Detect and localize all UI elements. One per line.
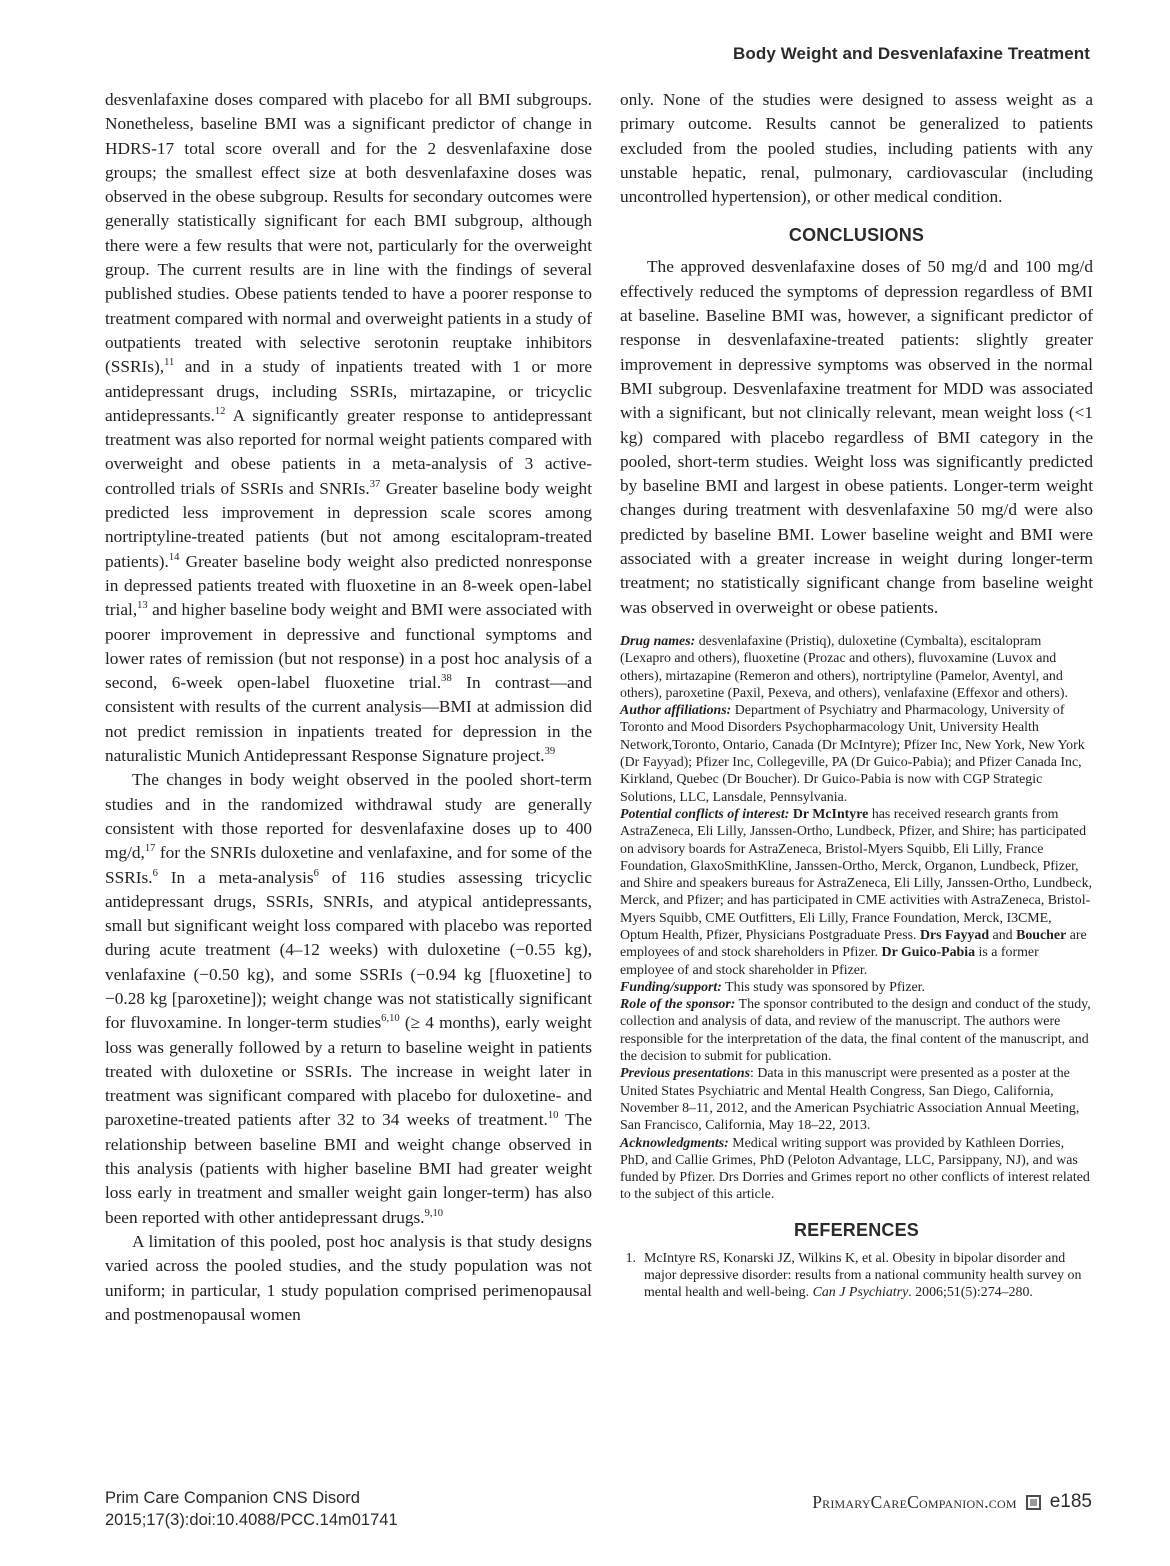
footer-right — [812, 1491, 1092, 1513]
note-role-of-sponsor: Role of the sponsor: The sponsor contributed to the design and conduct of the study, collection and analysis of data, and review of the manuscript. The authors were responsible for the interpretation of the data, the final content of the manuscript, and the decision to submit for publication. — [620, 997, 1091, 1065]
reference-list — [620, 1250, 1093, 1302]
note-previous-presentations: Previous presentations: Data in this manuscript were presented as a poster at the United States Psychiatric and Mental Health Congress, San Diego, California, November 8–11, 2012, and the American Psychiatric Association Annual Meeting, San Francisco, California, May 18–22, 2013. — [620, 1066, 1080, 1134]
body-paragraph: The changes in body weight observed in the pooled short-term studies and in the randomized withdrawal study are generally consistent with those reported for desvenlafaxine doses up to 400 mg/d,$^{17}$ for the SNRIs duloxetine and venlafaxine, and for some of the SSRIs.$^6$ In a meta-analysis$^6$ of 116 studies assessing tricyclic antidepressant drugs, SSRIs, SNRIs, and atypical antidepressants, small but significant weight loss compared with placebo was reported during acute treatment (4–12 weeks) with duloxetine (−0.55 kg), venlafaxine (−0.50 kg), and some SSRIs (−0.94 kg [fluoxetine] to −0.28 kg [paroxetine]); weight change was not statistically significant for fluvoxamine. In longer-term studies$^{6,10}$ (≥ 4 months), early weight loss was generally followed by a return to baseline weight in patients treated with duloxetine or SSRIs. The increase in weight later in treatment was significant compared with placebo for duloxetine- and paroxetine-treated patients after 32 to 34 weeks of treatment.$^{10}$ The relationship between baseline BMI and weight change observed in this analysis (patients with higher baseline BMI had greater weight loss early in treatment and smaller weight gain longer-term) has also been reported with other antidepressant drugs.$^{9,10}$ — [105, 770, 593, 1227]
running-head: Body Weight and Desvenlafaxine Treatment — [733, 44, 1090, 63]
note-acknowledgments: Acknowledgments: Medical writing support was provided by Kathleen Dorries, PhD, and Callie Grimes, PhD (Peloton Advantage, LLC, Parsippany, NJ), and was funded by Pfizer. Drs Dorries and Grimes report no other conflicts of interest related to the subject of this article. — [620, 1135, 1090, 1203]
note-drug-names: Drug names: desvenlafaxine (Pristiq), duloxetine (Cymbalta), escitalopram (Lexapro and others), fluoxetine (Prozac and others), fluvoxamine (Luvox and others), mirtazapine (Remeron and others), nortriptyline (Pamelor, Aventyl, and others), paroxetine (Paxil, Pexeva, and others), venlafaxine (Effexor and others). — [620, 633, 1068, 701]
journal-website: PrimaryCareCompanion.com — [812, 1491, 1017, 1512]
body-paragraph: A limitation of this pooled, post hoc analysis is that study designs varied across the pooled studies, and the study population was not uniform; in particular, 1 study population comprised perimenopausal and postmenopausal women — [105, 1231, 592, 1324]
references-heading: REFERENCES — [793, 1219, 920, 1240]
journal-citation — [105, 1487, 398, 1531]
right-column — [620, 88, 1093, 1327]
conclusions-paragraph: The approved desvenlafaxine doses of 50 mg/d and 100 mg/d effectively reduced the symptoms of depression regardless of BMI at baseline. Baseline BMI was, however, a significant predictor of response in desvenlafaxine-treated patients: slightly greater improvement in depressive symptoms was observed in the normal BMI subgroup. Desvenlafaxine treatment for MDD was associated with a significant, but not clinically relevant, mean weight loss (<1 kg) compared with placebo regardless of BMI category in the pooled, short-term studies. Weight loss was significantly predicted by baseline BMI and largest in obese patients. Longer-term weight changes during treatment with desvenlafaxine 50 mg/d were also predicted by baseline BMI. Lower baseline weight and BMI were associated with a greater increase in weight during longer-term treatment; no statistically significant change from baseline weight was observed in overweight or obese patients. — [620, 257, 1093, 617]
body-paragraph: desvenlafaxine doses compared with placebo for all BMI subgroups. Nonetheless, baseline BMI was a significant predictor of change in HDRS-17 total score overall and for the 2 desvenlafaxine dose groups; the smallest effect size at both desvenlafaxine doses was observed in the obese subgroup. Results for secondary outcomes were generally statistically significant for each BMI subgroup, although there were a few results that were not, particularly for the overweight group. The current results are in line with the findings of several published studies. Obese patients tended to have a poorer response to treatment compared with normal and overweight patients in a study of outpatients treated with selective serotonin reuptake inhibitors (SSRIs),$^{11}$ and in a study of inpatients treated with 1 or more antidepressant drugs, including SSRIs, mirtazapine, or tricyclic antidepressants.$^{12}$ A significantly greater response to antidepressant treatment was also reported for normal weight patients compared with overweight and obese patients in a meta-analysis of 3 active-controlled trials of SSRIs and SNRIs.$^{37}$ Greater baseline body weight predicted less improvement in depression scale scores among nortriptyline-treated patients (but not among escitalopram-treated patients).$^{14}$ Greater baseline body weight also predicted nonresponse in depressed patients treated with fluoxetine in an 8-week open-label trial,$^{13}$ and higher baseline body weight and BMI were associated with poorer improvement in depressive and functional symptoms and lower rates of remission (but not response) in a post hoc analysis of a second, 6-week open-label fluoxetine trial.$^{38}$ In contrast—and consistent with results of the current analysis—BMI at admission did not predict remission in inpatients treated for depression in the naturalistic Munich Antidepressant Response Signature project.$^{39}$ — [105, 90, 592, 766]
two-column-layout — [105, 88, 1093, 1327]
left-column — [105, 88, 592, 1327]
journal-name: Prim Care Companion CNS Disord — [105, 1489, 360, 1507]
journal-doi: 2015;17(3):doi:10.4088/PCC.14m01741 — [105, 1511, 398, 1529]
article-notes — [620, 633, 1093, 1204]
conclusions-heading: CONCLUSIONS — [788, 225, 925, 246]
reference-number: 1. — [625, 1250, 636, 1266]
reference-text: McIntyre RS, Konarski JZ, Wilkins K, et al. Obesity in bipolar disorder and major depressive disorder: results from a national community health survey on mental health and well-being. Can J Psychiatry. 2006;51(5):274–280. — [644, 1250, 1082, 1301]
page-number: e185 — [1049, 1491, 1092, 1512]
note-funding-support: Funding/support: This study was sponsored by Pfizer. — [620, 979, 925, 995]
note-conflicts-of-interest: Potential conflicts of interest: Dr McIntyre has received research grants from AstraZeneca, Eli Lilly, Janssen-Ortho, Lundbeck, Pfizer, and Shire; has participated on advisory boards for AstraZeneca, Bristol-Myers Squibb, Eli Lilly, France Foundation, GlaxoSmithKline, Janssen-Ortho, Merck, Organon, Lundbeck, Pfizer, and Shire and speakers bureaus for AstraZeneca, Eli Lilly, Janssen-Ortho, Lundbeck, Merck, and Pfizer; and has participated in CME activities with AstraZeneca, Bristol-Myers Squibb, CME Outfitters, Eli Lilly, France Foundation, Merck, I3CME, Optum Health, Pfizer, Physicians Postgraduate Press. Drs Fayyad and Boucher are employees of and stock shareholders in Pfizer. Dr Guico-Pabia is a former employee of and stock shareholder in Pfizer. — [620, 806, 1093, 978]
note-author-affiliations: Author affiliations: Department of Psychiatry and Pharmacology, University of Toronto and Mood Disorders Psychopharmacology Unit, University Health Network,Toronto, Ontario, Canada (Dr McIntyre); Pfizer Inc, New York, New York (Dr Fayyad); Pfizer Inc, Collegeville, PA (Dr Guico-Pabia); and Pfizer Canada Inc, Kirkland, Quebec (Dr Boucher). Dr Guico-Pabia is now with CGP Strategic Solutions, LLC, Lansdale, Pennsylvania. — [620, 703, 1085, 805]
page-marker-square-icon — [1026, 1495, 1041, 1510]
body-paragraph: only. None of the studies were designed to assess weight as a primary outcome. Results cannot be generalized to patients excluded from the pooled studies, including patients with any unstable hepatic, renal, pulmonary, cardiovascular (including uncontrolled hypertension), or other medical condition. — [620, 90, 1093, 207]
reference-item — [620, 1250, 1093, 1302]
